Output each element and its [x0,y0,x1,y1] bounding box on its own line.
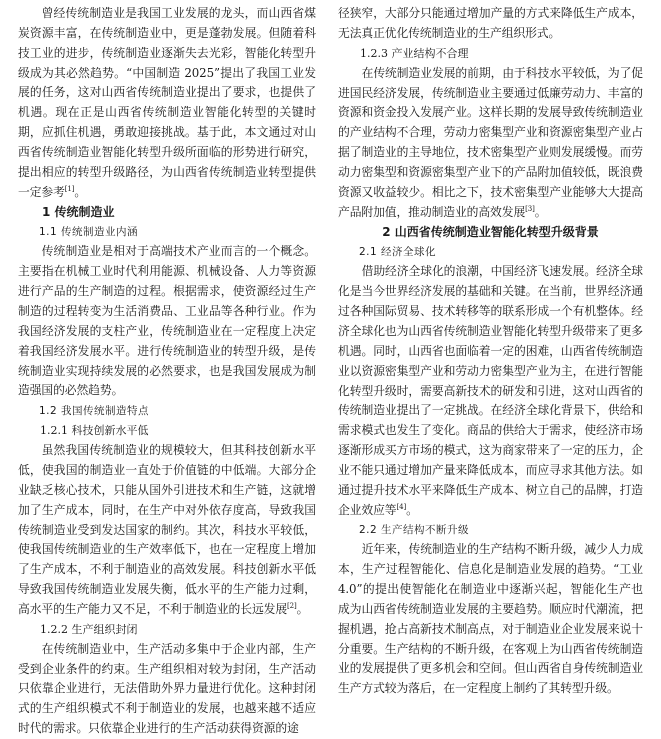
citation: [2] [287,602,297,611]
subsubsection-heading: 1.2.2 生产组织封闭 [40,622,138,636]
subsection-heading: 2.1 经济全球化 [359,246,437,259]
subsection-heading: 1.2 我国传统制造特点 [39,405,150,418]
section-heading: 2 山西省传统制造业智能化转型升级背景 [382,225,599,240]
intro-paragraph: 曾经传统制造业是我国工业发展的龙头，而山西省煤炭资源丰富，在传统制造业中，更是蓬勃发展。但随着科技工业的进步，传统制造业逐渐失去光彩，智能化转型升级成为其必然趋势。“中国制造 2025”提出了我国工业发展的任务，这对山西省传统制造业提出了要求，也提供了机遇。现在正是山西省传统制造业智能化转型的关键时期，应抓住机遇，勇敢迎接挑战。基于此，本文通过对山西省传统制造业智能化转型升级所面临的形势进行研究，提出相应的转型升级路径，为山西省传统制造业转型提供一定参考[1]。 [18,6,316,199]
section-heading: 1 传统制造业 [42,205,115,220]
body-paragraph: 在传统制造业中，生产活动多集中于企业内部，生产受到企业条件的约束。生产组织相对较为封闭，生产活动只依靠企业进行，无法借助外界力量进行优化。这种封闭式的生产组织模式不利于制造业的发展，也越来越不适应时代的需求。只依靠企业进行的生产活动获得资源的途 [18,641,316,736]
subsubsection-heading: 1.2.3 产业结构不合理 [360,46,469,60]
citation: [4] [396,502,407,511]
subsubsection-heading: 1.2.1 科技创新水平低 [40,424,149,438]
right-column [338,4,643,699]
body-paragraph: 在传统制造业发展的前期，由于科技水平较低，为了促进国民经济发展，传统制造业主要通过低廉劳动力、丰富的资源和资金投入发展产业。这样长期的发展导致传统制造业的产业结构不合理，劳动力密集型产业和资源密集型产业占据了制造业的主导地位，技术密集型产业则发展缓慢。而劳动力密集型和资源密集型产业下的产品附加值较低，既浪费资源又收益较少。相比之下，技术密集型产业能够大大提高产品附加值，推动制造业的高效发展[3]。 [338,65,643,219]
subsection-heading: 1.1 传统制造业内涵 [39,226,139,239]
left-column [18,4,316,739]
body-paragraph: 虽然我国传统制造业的规模较大，但其科技创新水平低，使我国的制造业一直处于价值链的中低端。大部分企业缺乏核心技术，只能从国外引进技术和生产链，这就增加了生产成本，同时，在生产中对外依存度高，导致我国传统制造业受到发达国家的制约。其次，科技水平较低，使我国传统制造业的生产效率低下，也在一定程度上增加了生产成本，不利于制造业的高效发展。科技创新水平低导致我国传统制造业发展失衡，低水平的生产能力过剩，高水平的生产能力又不足，不利于制造业的长远发展[2]。 [18,443,316,616]
body-paragraph: 近年来，传统制造业的生产结构不断升级，减少人力成本，生产过程智能化、信息化是制造业发展的趋势。“工业4.0”的提出使智能化在制造业中逐渐兴起，智能化生产也成为山西省传统制造业发展的主要趋势。顺应时代潮流，把握机遇，抢占高新技术制高点，对于制造业企业发展来说十分重要。生产结构的不断升级，在客观上为山西省传统制造业的发展提供了更多机会和空间。但山西省自身传统制造业生产方式较为落后，在一定程度上制约了其转型升级。 [338,542,643,696]
subsection-heading: 2.2 生产结构不断升级 [359,524,470,537]
continuation-paragraph: 径狭窄，大部分只能通过增加产量的方式来降低生产成本，无法真正优化传统制造业的生产组织形式。 [338,6,643,40]
citation: [3] [525,204,535,213]
body-paragraph: 传统制造业是相对于高端技术产业而言的一个概念。主要指在机械工业时代利用能源、机械设备、人力等资源进行产品的生产制造的过程。根据需求，使资源经过生产制造的过程转变为生活消费品、工业品等各种行业。作为我国经济发展的支柱产业，传统制造业在一定程度上决定着我国经济发展水平。进行传统制造业的转型升级，是传统制造业实现持续发展的必然要求，也是我国发展成为制造强国的必然趋势。 [18,244,316,398]
citation: [1] [64,184,75,193]
body-paragraph: 借助经济全球化的浪潮，中国经济飞速发展。经济全球化是当今世界经济发展的基础和关键。在当前，世界经济通过各种国际贸易、技术转移等的联系形成一个有机整体。经济全球化也为山西省传统制造业智能化转型升级带来了更多机遇。同时，山西省也面临着一定的困难，山西省传统制造业以资源密集型产业和劳动力密集型产业为主，在进行智能化转型升级时，需要高新技术的研发和引进，这对山西省的传统制造业提出了一定挑战。在经济全球化背景下，供给和需求模式也发生了变化。商品的供给大于需求，使经济市场逐渐形成买方市场的模式，这为商家带来了一定的压力，企业不能只通过增加产量来降低成本，而应寻求其他方法。如通过提升技术水平来降低生产成本、树立自己的品牌，打造企业效应等[4]。 [338,264,643,517]
